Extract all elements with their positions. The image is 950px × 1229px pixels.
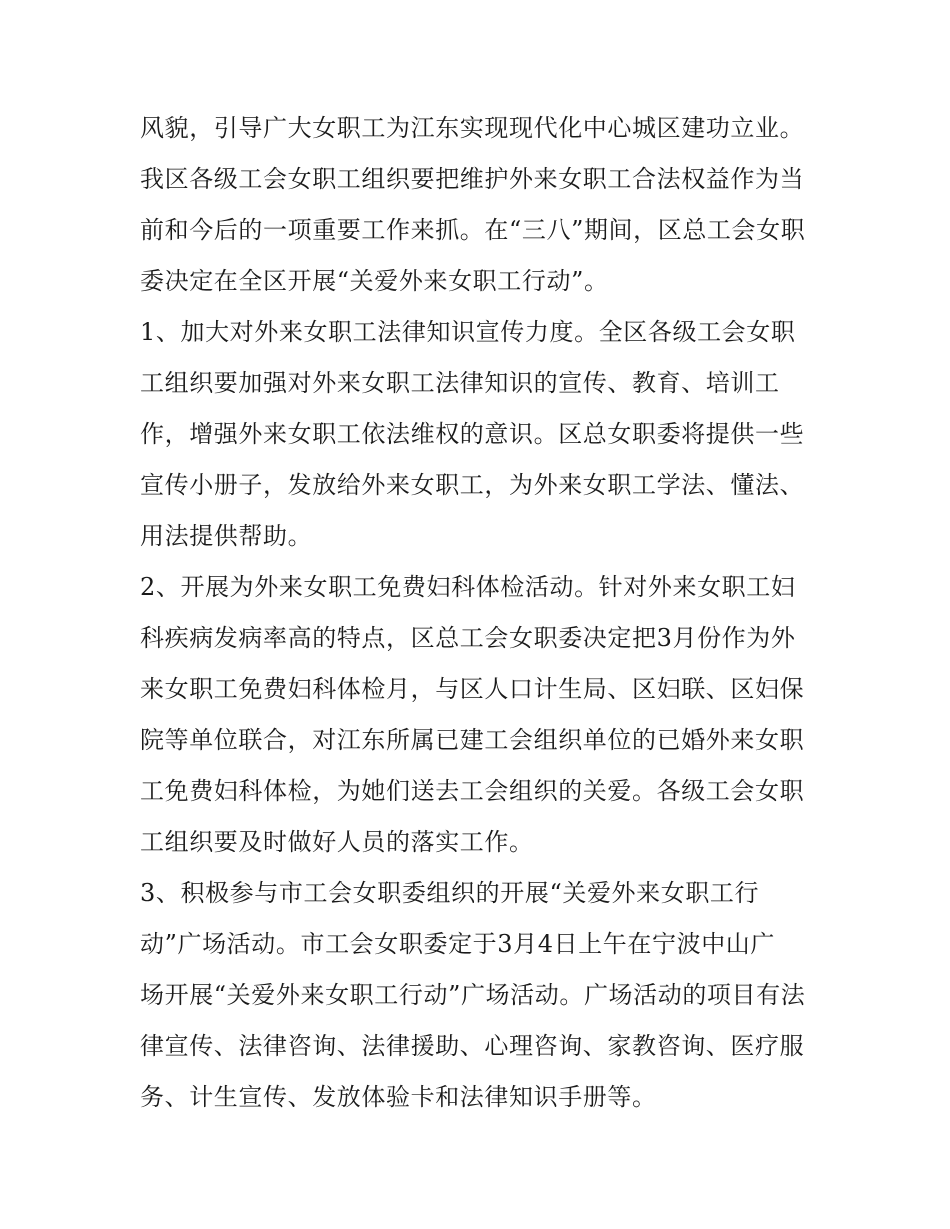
text-line: 律宣传、法律咨询、法律援助、心理咨询、家教咨询、医疗服 <box>140 1032 805 1060</box>
text-line: 1、加大对外来女职工法律知识宣传力度。全区各级工会女职 <box>140 318 796 346</box>
text-line: 宣传小册子，发放给外来女职工，为外来女职工学法、懂法、 <box>140 471 805 499</box>
text-line: 场开展“关爱外来女职工行动”广场活动。广场活动的项目有法 <box>140 981 806 1009</box>
text-line: 委决定在全区开展“关爱外来女职工行动”。 <box>140 267 609 295</box>
text-line: 来女职工免费妇科体检月，与区人口计生局、区妇联、区妇保 <box>140 675 805 703</box>
text-line: 作，增强外来女职工依法维权的意识。区总女职委将提供一些 <box>140 420 805 448</box>
text-line: 工组织要加强对外来女职工法律知识的宣传、教育、培训工 <box>140 369 780 397</box>
text-line: 动”广场活动。市工会女职委定于3月4日上午在宁波中山广 <box>140 930 776 958</box>
text-line: 3、积极参与市工会女职委组织的开展“关爱外来女职工行 <box>140 879 760 907</box>
text-line: 用法提供帮助。 <box>140 522 313 550</box>
text-line: 科疾病发病率高的特点，区总工会女职委决定把3月份作为外 <box>140 624 796 652</box>
text-line: 工组织要及时做好人员的落实工作。 <box>140 828 534 856</box>
text-line: 我区各级工会女职工组织要把维护外来女职工合法权益作为当 <box>140 165 805 193</box>
text-line: 院等单位联合，对江东所属已建工会组织单位的已婚外来女职 <box>140 726 805 754</box>
text-line: 2、开展为外来女职工免费妇科体检活动。针对外来女职工妇 <box>140 573 796 601</box>
text-line: 务、计生宣传、发放体验卡和法律知识手册等。 <box>140 1083 657 1111</box>
text-line: 风貌，引导广大女职工为江东实现现代化中心城区建功立业。 <box>140 114 805 142</box>
text-line: 前和今后的一项重要工作来抓。在“三八”期间，区总工会女职 <box>140 216 806 244</box>
text-line: 工免费妇科体检，为她们送去工会组织的关爱。各级工会女职 <box>140 777 805 805</box>
